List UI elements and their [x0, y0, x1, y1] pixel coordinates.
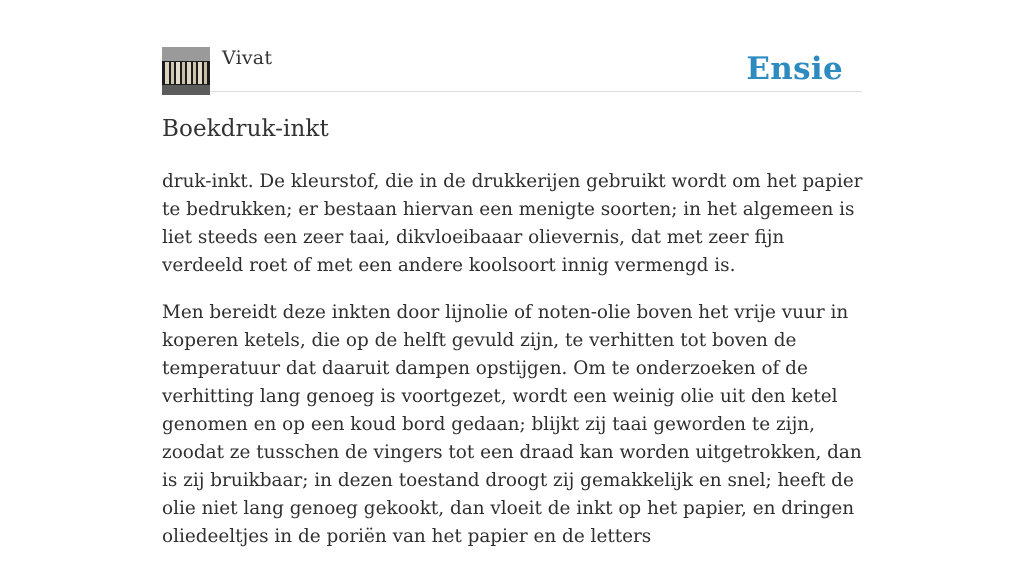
author-name[interactable]: Vivat	[222, 47, 273, 69]
book-spines-avatar-icon	[162, 47, 210, 95]
brand-logo[interactable]: Ensie	[746, 51, 843, 87]
page-title: Boekdruk-inkt	[162, 116, 329, 142]
article-paragraph: druk-inkt. De kleurstof, die in de drukkerijen gebruikt wordt om het papier te bedrukken; er bestaan hiervan een menigte soorten; in het algemeen is liet steeds een zeer taai, dikvloeibaaar olievernis, dat met zeer fijn verdeeld roet of met een andere koolsoort innig vermengd is.	[162, 171, 863, 276]
article-body	[162, 168, 868, 570]
article-paragraph: Men bereidt deze inkten door lijnolie of noten-olie boven het vrije vuur in koperen ketels, die op de helft gevuld zijn, te verhitten tot boven de temperatuur dat daaruit dampen opstijgen. Om te onderzoeken of de verhitting lang genoeg is voortgezet, wordt een weinig olie uit den ketel genomen en op een koud bord gedaan; blijkt zij taai geworden te zijn, zoodat ze tusschen de vingers tot een draad kan worden uitgetrokken, dan is zij bruikbaar; in dezen toestand droogt zij gemakkelijk en snel; heeft de olie niet lang genoeg gekookt, dan vloeit de inkt op het papier, en dringen oliedeeltjes in de poriën van het papier en de letters	[162, 302, 862, 547]
page-header	[162, 46, 862, 92]
avatar[interactable]	[162, 47, 210, 95]
